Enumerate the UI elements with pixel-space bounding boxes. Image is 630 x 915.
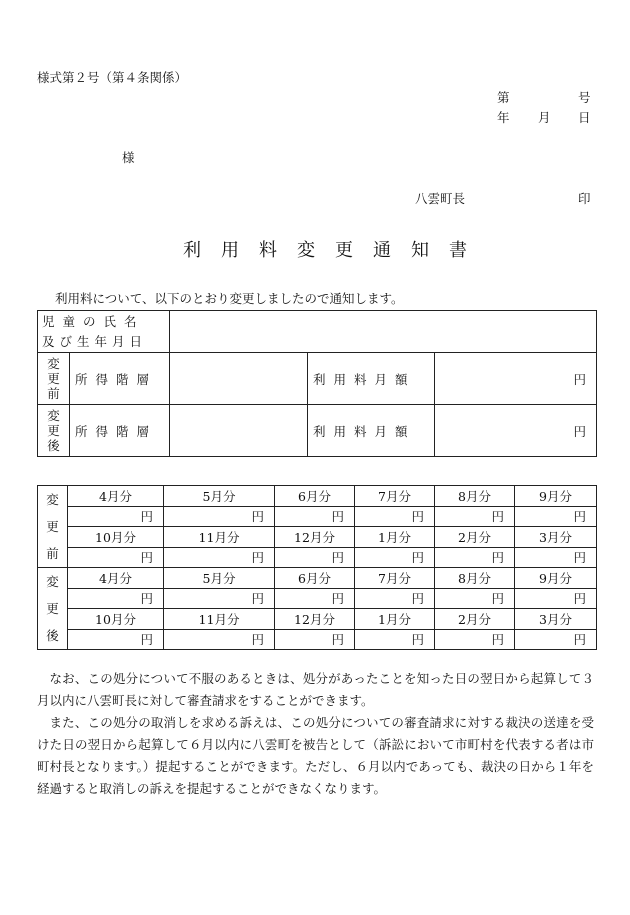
amount-cell: 円: [355, 547, 435, 568]
month-header: 10月分: [68, 527, 164, 548]
intro-text: 利用料について、以下のとおり変更しましたので通知します。: [55, 291, 404, 306]
month-header: 6月分: [275, 568, 355, 589]
birthdate-label: 及び生年月日: [42, 333, 148, 349]
child-name-label: 児童の氏名: [42, 313, 145, 329]
notes-section: [37, 668, 594, 800]
date-day: 日: [578, 110, 591, 125]
after-amounts-row-1: [38, 588, 597, 609]
before-tier-value: [170, 353, 308, 405]
month-header: 1月分: [355, 527, 435, 548]
amount-cell: 円: [355, 506, 435, 527]
amount-cell: 円: [275, 506, 355, 527]
before-months-row-1: [38, 486, 597, 507]
before-fee-label: 利用料月額: [308, 353, 435, 405]
before-row: [38, 353, 597, 405]
amount-cell: 円: [355, 588, 435, 609]
after-fee-value: 円: [435, 405, 597, 457]
before-amounts-row-1: [38, 506, 597, 527]
amount-cell: 円: [275, 588, 355, 609]
month-header: 11月分: [164, 527, 275, 548]
doc-number-suffix: 号: [578, 90, 591, 105]
after-tier-label: 所得階層: [70, 405, 170, 457]
month-header: 12月分: [275, 527, 355, 548]
after-tier-value: [170, 405, 308, 457]
before-months-row-2: [38, 527, 597, 548]
child-label-cell: [38, 311, 170, 353]
after-label: 変 更 後: [38, 405, 70, 457]
amount-cell: 円: [164, 506, 275, 527]
form-number: 様式第２号（第４条関係）: [37, 70, 188, 85]
amount-cell: 円: [435, 588, 515, 609]
amount-cell: 円: [435, 506, 515, 527]
info-table: [37, 310, 597, 457]
appeal-notice: なお、この処分について不服のあるときは、処分があったことを知った日の翌日から起算して３月以内に八雲町長に対して審査請求をすることができます。: [37, 671, 594, 708]
date-year: 年: [497, 110, 510, 125]
after-amounts-row-2: [38, 629, 597, 650]
month-header: 4月分: [68, 568, 164, 589]
amount-cell: 円: [68, 547, 164, 568]
addressee-suffix: 様: [122, 150, 135, 165]
after-fee-label: 利用料月額: [308, 405, 435, 457]
month-header: 12月分: [275, 609, 355, 630]
month-header: 10月分: [68, 609, 164, 630]
month-header: 7月分: [355, 486, 435, 507]
amount-cell: 円: [435, 629, 515, 650]
after-months-row-1: [38, 568, 597, 589]
before-amounts-row-2: [38, 547, 597, 568]
month-header: 5月分: [164, 568, 275, 589]
child-row: [38, 311, 597, 353]
month-header: 8月分: [435, 568, 515, 589]
month-header: 8月分: [435, 486, 515, 507]
document-title: 利用料変更通知書: [183, 240, 487, 261]
month-header: 7月分: [355, 568, 435, 589]
date-month: 月: [538, 110, 551, 125]
before-fee-value: 円: [435, 353, 597, 405]
before-label: 変 更 前: [38, 353, 70, 405]
amount-cell: 円: [68, 506, 164, 527]
amount-cell: 円: [275, 629, 355, 650]
amount-cell: 円: [515, 506, 597, 527]
after-months-row-2: [38, 609, 597, 630]
amount-cell: 円: [515, 588, 597, 609]
monthly-after-label: 変 更 後: [38, 568, 68, 650]
child-value-cell: [170, 311, 597, 353]
month-header: 2月分: [435, 609, 515, 630]
amount-cell: 円: [435, 547, 515, 568]
month-header: 3月分: [515, 609, 597, 630]
amount-cell: 円: [164, 629, 275, 650]
monthly-before-label: 変 更 前: [38, 486, 68, 568]
monthly-table: [37, 485, 597, 650]
amount-cell: 円: [515, 547, 597, 568]
after-row: [38, 405, 597, 457]
month-header: 3月分: [515, 527, 597, 548]
amount-cell: 円: [68, 588, 164, 609]
amount-cell: 円: [164, 588, 275, 609]
seal-mark: 印: [578, 191, 591, 206]
before-tier-label: 所得階層: [70, 353, 170, 405]
amount-cell: 円: [515, 629, 597, 650]
lawsuit-notice: また、この処分の取消しを求める訴えは、この処分についての審査請求に対する裁決の送達を受けた日の翌日から起算して６月以内に八雲町を被告として（訴訟において市町村を代表する者は市町村長となります。）提起することができます。ただし、６月以内であっても、裁決の日から１年を経過すると取消しの訴えを提起することができなくなります。: [37, 715, 594, 796]
month-header: 11月分: [164, 609, 275, 630]
month-header: 9月分: [515, 486, 597, 507]
amount-cell: 円: [355, 629, 435, 650]
month-header: 1月分: [355, 609, 435, 630]
month-header: 4月分: [68, 486, 164, 507]
month-header: 9月分: [515, 568, 597, 589]
doc-number-prefix: 第: [497, 90, 510, 105]
month-header: 6月分: [275, 486, 355, 507]
amount-cell: 円: [164, 547, 275, 568]
month-header: 2月分: [435, 527, 515, 548]
issuer: 八雲町長: [415, 191, 466, 206]
amount-cell: 円: [275, 547, 355, 568]
amount-cell: 円: [68, 629, 164, 650]
month-header: 5月分: [164, 486, 275, 507]
